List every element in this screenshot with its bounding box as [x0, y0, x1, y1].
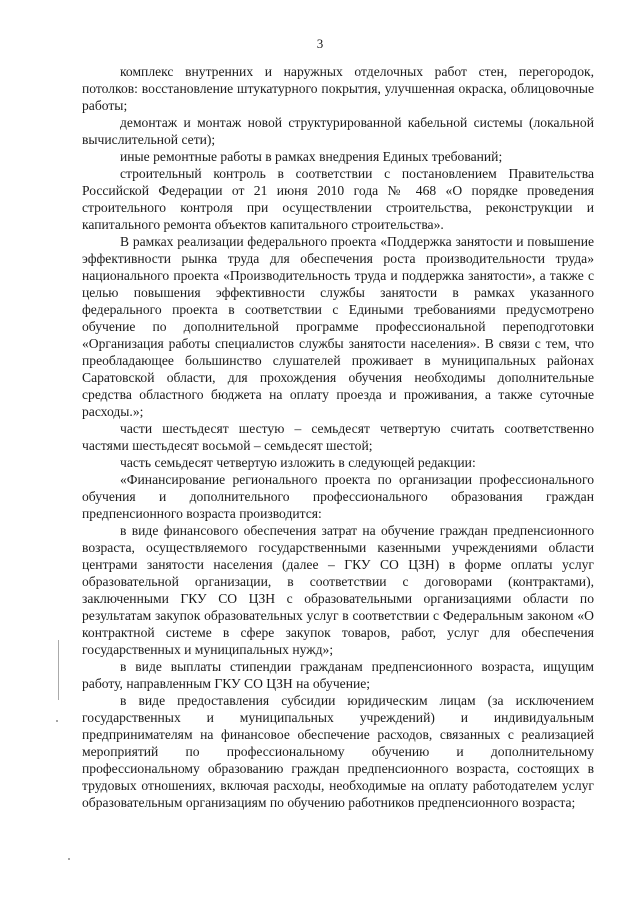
paragraph: части шестьдесят шестую – семьдесят четвертую считать соответственно частями шестьдесят восьмой – семьдесят шестой; — [82, 421, 594, 453]
paragraph: в виде финансового обеспечения затрат на обучение граждан предпенсионного возраста, осуществляемого государственными казенными учреждениями области центрами занятости населения (далее – ГКУ СО ЦЗН) в форме оплаты услуг образовательной организации, в соответствии с договорами (контрактами), заключенными ГКУ СО ЦЗН с образовательными организациями области по результатам закупок образовательных услуг в соответствии с Федеральным законом «О контрактной системе в сфере закупок товаров, работ, услуг для обеспечения государственных и муниципальных нужд»; — [82, 523, 594, 657]
paragraph: демонтаж и монтаж новой структурированной кабельной системы (локальной вычислительной сети); — [82, 115, 594, 147]
scan-mark — [56, 720, 58, 722]
paragraph: строительный контроль в соответствии с постановлением Правительства Российской Федерации от 21 июня 2010 года № 468 «О порядке проведения строительного контроля при осуществлении строительства, реконструкции и капитального ремонта объектов капитального строительства». — [82, 166, 594, 232]
paragraph: иные ремонтные работы в рамках внедрения Единых требований; — [120, 149, 503, 164]
paragraph: комплекс внутренних и наружных отделочных работ стен, перегородок, потолков: восстановление штукатурного покрытия, улучшенная окраска, облицовочные работы; — [82, 64, 594, 113]
scan-mark — [68, 858, 70, 860]
paragraph: в виде выплаты стипендии гражданам предпенсионного возраста, ищущим работу, направленным ГКУ СО ЦЗН на обучение; — [82, 659, 594, 691]
paragraph: часть семьдесят четвертую изложить в следующей редакции: — [120, 455, 476, 470]
document-body — [82, 63, 594, 811]
scan-mark — [58, 640, 59, 700]
paragraph: «Финансирование регионального проекта по организации профессионального обучения и дополнительного профессионального образования граждан предпенсионного возраста производится: — [82, 472, 594, 521]
page-number: 3 — [316, 36, 324, 51]
paragraph: В рамках реализации федерального проекта «Поддержка занятости и повышение эффективности рынка труда для обеспечения роста производительности труда» национального проекта «Производительность труда и поддержка занятости», а также с целью повышения эффективности службы занятости в рамках указанного федерального проекта в соответствии с Едиными требованиями предусмотрено обучение по дополнительной программе профессиональной переподготовки «Организация работы специалистов службы занятости населения». В связи с тем, что преобладающее большинство слушателей проживает в муниципальных районах Саратовской области, для прохождения обучения необходимы дополнительные средства областного бюджета на оплату проезда и проживания, а также суточные расходы.»; — [82, 234, 594, 419]
paragraph: в виде предоставления субсидии юридическим лицам (за исключением государственных и муниципальных учреждений) и индивидуальным предпринимателям на финансовое обеспечение расходов, связанных с реализацией мероприятий по профессиональному обучению и дополнительному профессиональному образованию граждан предпенсионного возраста, состоящих в трудовых отношениях, включая расходы, необходимые на оплату работодателем услуг образовательным организациям по обучению работников предпенсионного возраста; — [82, 693, 594, 810]
